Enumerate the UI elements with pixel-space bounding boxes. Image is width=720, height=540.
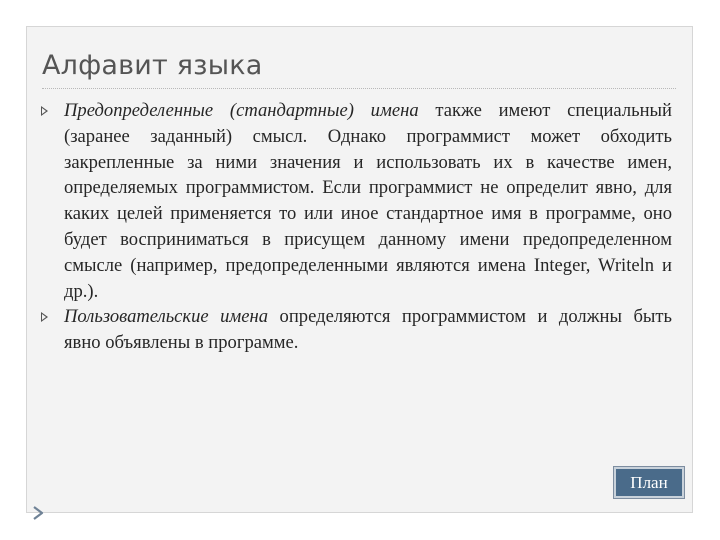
chevron-right-icon[interactable] <box>31 506 45 520</box>
plan-button[interactable]: План <box>614 467 684 498</box>
triangle-bullet-icon <box>41 312 48 322</box>
bullet-text: также имеют специальный (заранее заданный) смысл. Однако программист может обходить закрепленные за ними значения и использовать их в качестве имен, определяемых программистом. Если программист не определит явно, для каких целей применяется то или иное стандартное имя в программе, оно будет восприниматься в присущем данному имени предопределенном смысле (например, предопределенными являются имена Integer, Writeln и др.). <box>64 100 672 302</box>
bullet-term: Пользовательские имена <box>64 306 269 328</box>
bullet-term: Предопределенные (стандартные) имена <box>64 100 419 121</box>
bullet-text: определяются программистом и должны быть явно объявлены в программе. <box>64 306 672 354</box>
title-divider <box>42 88 676 89</box>
triangle-bullet-icon <box>41 106 48 116</box>
slide-content <box>40 98 672 356</box>
bullet-item <box>40 304 672 356</box>
bullet-item <box>40 98 672 304</box>
slide-title: Алфавит языка <box>42 50 263 81</box>
